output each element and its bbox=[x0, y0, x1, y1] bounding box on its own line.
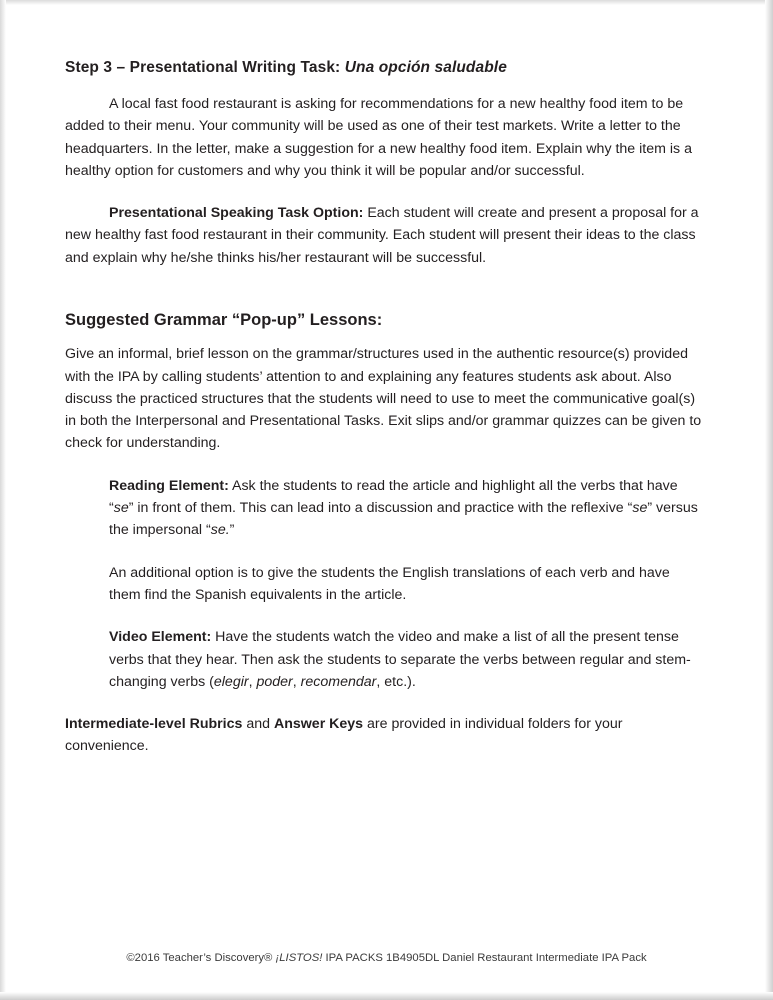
reading-text-a: Ask the students to read the article and highlight all the verbs that have “ bbox=[109, 477, 678, 517]
step3-heading-prefix: Step 3 – Presentational Writing Task: bbox=[65, 59, 345, 76]
reading-element-paragraph bbox=[109, 475, 705, 542]
closing-mid: and bbox=[242, 716, 274, 733]
page-edge-right bbox=[765, 0, 773, 1000]
page-edge-bottom bbox=[0, 992, 773, 1000]
reading-extra-paragraph: An additional option is to give the students the English translations of each verb and have them find the Spanish equivalents in the article. bbox=[109, 564, 670, 603]
step3-heading bbox=[65, 58, 705, 79]
video-text-b: , etc.). bbox=[376, 673, 416, 690]
spacer bbox=[65, 269, 705, 309]
video-text-a: Have the students watch the video and make a list of all the present tense verbs that they hear. Then ask the students to separate the verbs between regular and stem-changing verbs ( bbox=[109, 629, 691, 690]
spacer bbox=[65, 455, 705, 475]
video-verb-3: recomendar bbox=[300, 673, 377, 690]
video-verb-1: elegir bbox=[213, 673, 249, 690]
reading-se-1: se bbox=[113, 500, 129, 517]
speaking-option-label: Presentational Speaking Task Option: bbox=[109, 205, 364, 222]
spacer bbox=[65, 542, 705, 562]
step3-heading-italic: Una opción saludable bbox=[344, 59, 507, 76]
closing-paragraph bbox=[65, 713, 705, 758]
spacer bbox=[65, 182, 705, 202]
speaking-option-text: Each student will create and present a proposal for a new healthy fast food restaurant in their community. Each student will present their ideas to the class and explain why he/she thinks his/her restaurant will be successful. bbox=[65, 205, 699, 266]
footer-copyright: ©2016 Teacher’s Discovery® bbox=[126, 952, 276, 964]
video-element-label: Video Element: bbox=[109, 629, 212, 646]
reading-se-2: se bbox=[632, 500, 648, 517]
footer-brand: ¡LISTOS! bbox=[275, 952, 323, 964]
step3-paragraph-1: A local fast food restaurant is asking for recommendations for a new healthy food item to be added to their menu. Your community will be used as one of their test markets. Write a letter to the headquarters. In the letter, make a suggestion for a new healthy food item. Explain why the item is a healthy option for customers and why you think it will be popular and/or successful. bbox=[65, 95, 692, 179]
footer-rest: IPA PACKS 1B4905DL Daniel Restaurant Intermediate IPA Pack bbox=[322, 952, 647, 964]
video-sep-1: , bbox=[248, 673, 257, 690]
spacer bbox=[65, 606, 705, 626]
spacer bbox=[65, 693, 705, 713]
reading-text-d: ” bbox=[229, 522, 235, 539]
page-footer bbox=[0, 952, 773, 964]
page-edge-left bbox=[0, 0, 6, 1000]
speaking-option-paragraph bbox=[65, 202, 705, 269]
reading-se-3: se. bbox=[210, 522, 230, 539]
video-verb-2: poder bbox=[256, 673, 293, 690]
reading-text-c: ” versus the impersonal “ bbox=[109, 500, 698, 539]
document-content bbox=[65, 58, 705, 758]
page-edge-top bbox=[0, 0, 773, 5]
reading-element-label: Reading Element: bbox=[109, 477, 229, 494]
grammar-heading: Suggested Grammar “Pop-up” Lessons: bbox=[65, 311, 383, 329]
grammar-intro-paragraph: Give an informal, brief lesson on the grammar/structures used in the authentic resource(s) provided with the IPA by calling students’ attention to and explaining any features students ask about. Also discuss the practiced structures that the students will need to use to meet the communicative goal(s) in both the Interpersonal and Presentational Tasks. Exit slips and/or grammar quizzes can be given to check for understanding. bbox=[65, 346, 702, 452]
video-element-paragraph bbox=[109, 626, 705, 693]
closing-tail: are provided in individual folders for your convenience. bbox=[65, 716, 623, 755]
reading-text-b: ” in front of them. This can lead into a discussion and practice with the reflexive “ bbox=[128, 500, 633, 517]
video-sep-2: , bbox=[292, 673, 301, 690]
closing-bold-rubrics: Intermediate-level Rubrics bbox=[65, 716, 243, 733]
closing-bold-answer-keys: Answer Keys bbox=[273, 716, 364, 733]
